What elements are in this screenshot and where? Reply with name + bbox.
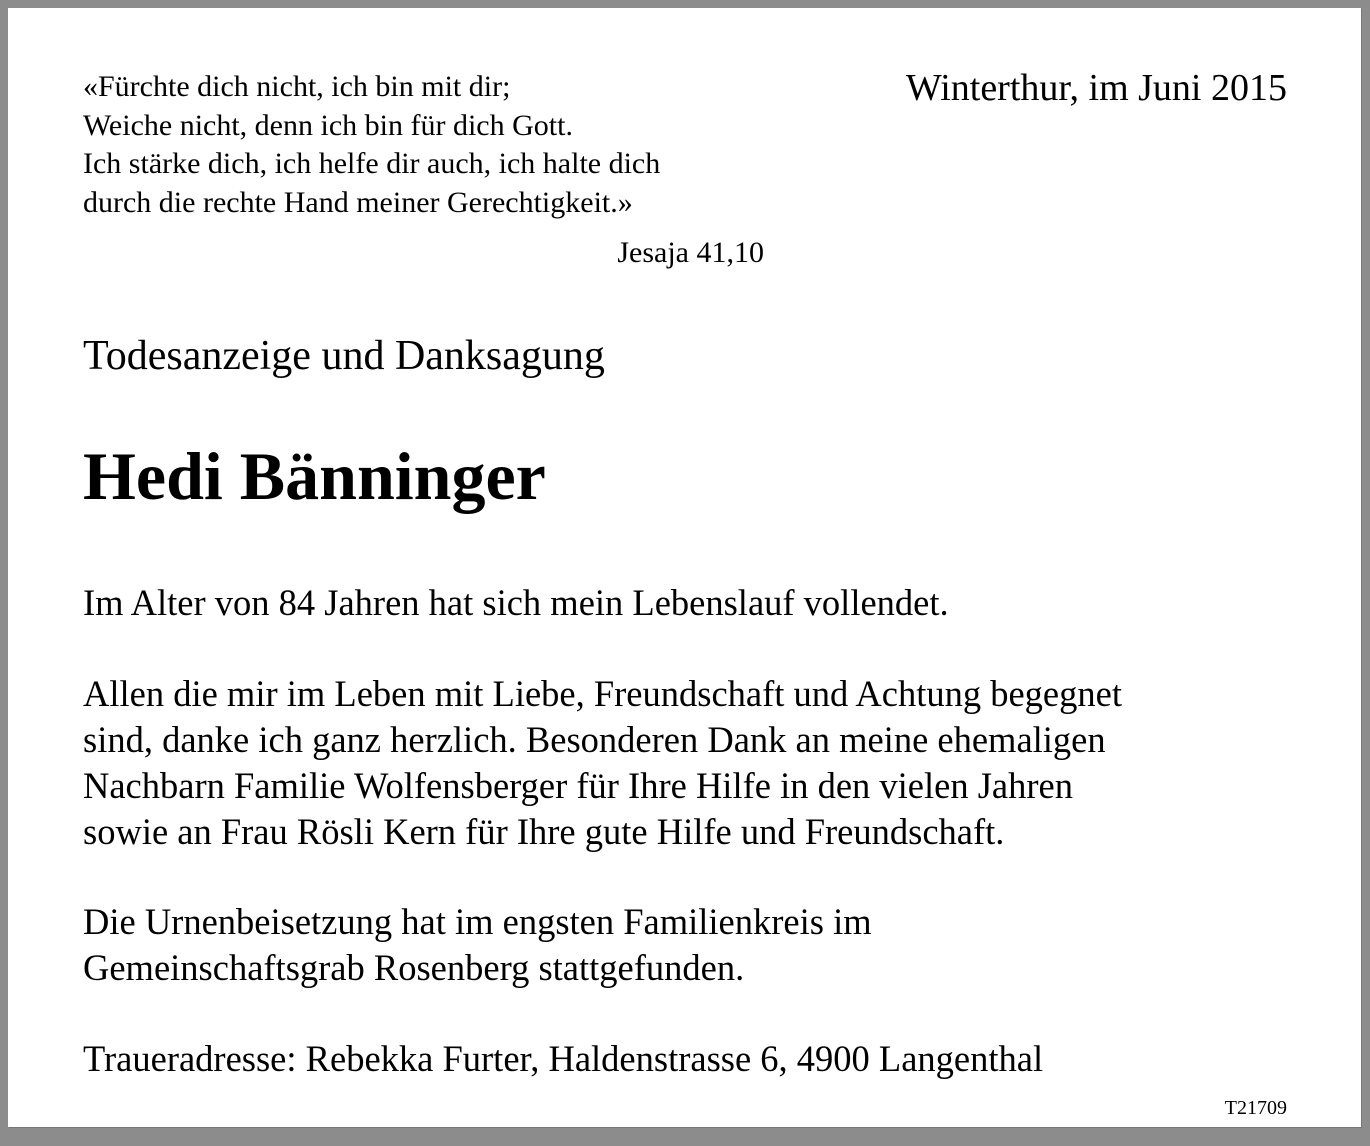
quote-line: «Fürchte dich nicht, ich bin mit dir; [83,70,511,103]
age-paragraph [83,580,1293,626]
burial-paragraph [83,899,1293,991]
deceased-name: Hedi Bänninger [83,438,546,514]
paragraph-line: sowie an Frau Rösli Kern für Ihre gute Hilfe und Freundschaft. [83,811,1005,852]
paragraph-line: Gemeinschaftsgrab Rosenberg stattgefunden. [83,947,745,988]
mourning-address [83,1036,1293,1082]
paragraph-line: Im Alter von 84 Jahren hat sich mein Lebenslauf vollendet. [83,582,949,623]
paragraph-line: Traueradresse: Rebekka Furter, Haldenstrasse 6, 4900 Langenthal [83,1038,1044,1079]
quote-line: durch die rechte Hand meiner Gerechtigkeit.» [83,185,633,219]
bible-quote [83,68,783,222]
quote-line: Weiche nicht, denn ich bin für dich Gott. [83,108,573,142]
quote-source: Jesaja 41,10 [617,236,764,269]
quote-line: Ich stärke dich, ich helfe dir auch, ich halte dich [83,147,661,180]
paragraph-line: Die Urnenbeisetzung hat im engsten Familienkreis im [83,901,872,942]
paragraph-line: sind, danke ich ganz herzlich. Besonderen Dank an meine ehemaligen [83,719,1106,760]
obituary-page [8,8,1361,1127]
paragraph-line: Allen die mir im Leben mit Liebe, Freundschaft und Achtung begegnet [83,673,1122,714]
place-date: Winterthur, im Juni 2015 [905,67,1287,109]
reference-code: T21709 [1224,1097,1287,1119]
notice-type-heading: Todesanzeige und Danksagung [83,333,605,379]
thanks-paragraph [83,671,1293,855]
paragraph-line: Nachbarn Familie Wolfensberger für Ihre Hilfe in den vielen Jahren [83,765,1073,806]
